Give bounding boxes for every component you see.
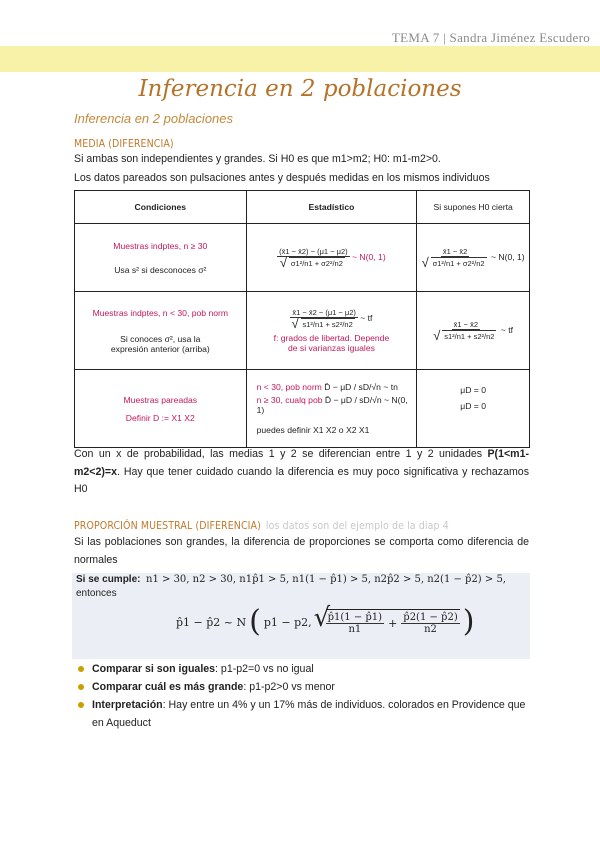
formula-plus: +	[388, 617, 398, 630]
paragraph-probability	[74, 446, 529, 499]
fraction-numerator: x̄1 − x̄2 − (μ1 − μ2)	[292, 308, 356, 317]
condition-note: Definir D := X1 X2	[125, 412, 195, 423]
sqrt-symbol: √	[313, 603, 331, 633]
fraction-numerator: x̄1 − x̄2	[442, 247, 468, 256]
bullet-list	[74, 660, 530, 732]
formula-term	[326, 612, 384, 635]
header-text: TEMA 7 | Sandra Jiménez Escudero	[391, 30, 590, 45]
open-paren: (	[249, 604, 261, 639]
table-header-cell: Si supones H0 cierta	[417, 191, 530, 224]
formula-entonces: entonces	[76, 588, 117, 599]
term-numerator: p̂1(1 − p̂1)	[327, 612, 383, 623]
list-item-text: : Hay entre un 4% y un 17% más de individuos. colorados en Providence que en Aqueduct	[92, 699, 526, 729]
condition-text: Muestras pareadas	[123, 394, 198, 405]
condition-text: n < 30, pob norm	[256, 382, 322, 392]
table-cell	[246, 370, 417, 448]
distribution-label: ~ N(0, 1)	[490, 251, 525, 262]
distribution-label: ~ N(0, 1)	[352, 251, 386, 262]
formula-mean: p1 − p2,	[263, 615, 312, 629]
note-text: f: grados de libertad. Depende	[273, 333, 390, 343]
distribution-label: ~ tf	[500, 324, 514, 335]
paragraph-text: Con un x de probabilidad, las medias 1 y 2 se diferencian entre 1 y 2 unidades	[74, 448, 483, 460]
note-text: puedes definir X1 X2 o X2 X1	[256, 425, 370, 435]
list-item-bold: Interpretación	[92, 699, 163, 711]
paragraph-bold: P(1<m1-m2<2)=x	[74, 448, 529, 478]
table-cell	[75, 370, 247, 448]
list-item	[74, 678, 530, 696]
formula-conditions	[76, 574, 506, 585]
fraction-denominator: √ σ1²/n1 + σ2²/n2	[289, 257, 345, 268]
formula-box	[72, 573, 530, 659]
list-item-bold: Comparar si son iguales	[92, 663, 216, 675]
condition-note: expresión anterior (arriba)	[110, 343, 210, 354]
condition-note: Si conoces σ², usa la	[120, 333, 201, 344]
table-row	[75, 292, 530, 370]
term-numerator: p̂2(1 − p̂2)	[403, 612, 458, 623]
table-cell	[246, 292, 417, 370]
conditions-table	[74, 190, 530, 448]
hypothesis-text: μD = 0	[460, 384, 486, 395]
statistic-fraction	[290, 308, 357, 329]
paragraph-media-1: Si ambas son independientes y grandes. Si H0 es que m1>m2; H0: m1-m2>0.	[74, 153, 441, 165]
section-subtitle: Inferencia en 2 poblaciones	[74, 111, 234, 126]
note-text: de si varianzas iguales	[287, 343, 375, 353]
formula-main	[176, 603, 475, 639]
heading-text: PROPORCIÓN MUESTRAL (DIFERENCIA)	[74, 520, 261, 532]
heading-proporcion	[74, 520, 449, 532]
term-denominator: n2	[424, 624, 437, 635]
paragraph-media-2: Los datos pareados son pulsaciones antes y después medidas en los mismos individuos	[74, 172, 490, 184]
distribution-label: ~ tf	[360, 312, 373, 323]
table-cell	[246, 224, 417, 292]
list-item-text: : p1-p2=0 vs no igual	[215, 663, 314, 675]
statistic-expression: D̄ − μD / sD/√n ~ N(0, 1)	[256, 395, 408, 415]
condition-note: Usa s² si desconoces σ²	[114, 264, 207, 275]
table-cell	[417, 370, 530, 448]
list-item-bold: Comparar cuál es más grande	[92, 681, 244, 693]
statistic-fraction	[422, 247, 489, 268]
fraction-numerator: (x̄1 − x̄2) − (μ1 − μ2)	[279, 247, 348, 256]
formula-lhs: p̂1 − p̂2 ~ N	[176, 615, 247, 629]
formula-cond-values: n1 > 30, n2 > 30, n1p̂1 > 5, n1(1 − p̂1) > 5, n2p̂2 > 5, n2(1 − p̂2) > 5,	[146, 574, 506, 585]
fraction-denominator: √ s1²/n1 + s2²/n2	[301, 318, 355, 329]
condition-text: n ≥ 30, cualq pob	[256, 395, 323, 405]
formula-sqrt	[313, 603, 460, 635]
formula-cond-label: Si se cumple:	[76, 574, 141, 585]
formula-term	[401, 612, 459, 635]
table-header-cell: Estadístico	[246, 191, 417, 224]
heading-note: los datos son del ejemplo de la diap 4	[265, 520, 449, 532]
table-row	[75, 370, 530, 448]
table-row	[75, 224, 530, 292]
statistic-fraction	[277, 247, 349, 268]
table-cell	[75, 224, 247, 292]
header-yellow-bar	[0, 46, 600, 72]
table-header-row	[75, 191, 530, 224]
fraction-denominator: √ s1²/n1 + s2²/n2	[442, 330, 496, 341]
list-item-text: : p1-p2>0 vs menor	[243, 681, 335, 693]
paragraph-text: . Hay que tener cuidado cuando la diferencia es muy poco significativa y rechazamos H0	[74, 465, 529, 495]
fraction-denominator: √ σ1²/n1 + σ2²/n2	[431, 257, 487, 268]
table-cell	[417, 224, 530, 292]
table-cell	[75, 292, 247, 370]
hypothesis-text: μD = 0	[460, 400, 486, 411]
condition-text: Muestras indptes, n ≥ 30	[113, 240, 208, 251]
page-title: Inferencia en 2 poblaciones	[138, 76, 462, 102]
list-item	[74, 696, 530, 732]
list-item	[74, 660, 530, 678]
heading-media: MEDIA (DIFERENCIA)	[74, 138, 174, 150]
paragraph-proporcion: Si las poblaciones son grandes, la diferencia de proporciones se comporta como diferencia de normales	[74, 536, 529, 566]
close-paren: )	[462, 604, 475, 639]
fraction-numerator: x̄1 − x̄2	[453, 320, 479, 329]
condition-text: Muestras indptes, n < 30, pob norm	[92, 307, 229, 318]
statistic-fraction	[433, 320, 498, 341]
table-header-cell: Condiciones	[75, 191, 247, 224]
statistic-expression: D̄ − μD / sD/√n ~ tn	[324, 382, 398, 392]
term-denominator: n1	[348, 624, 362, 635]
table-cell	[417, 292, 530, 370]
